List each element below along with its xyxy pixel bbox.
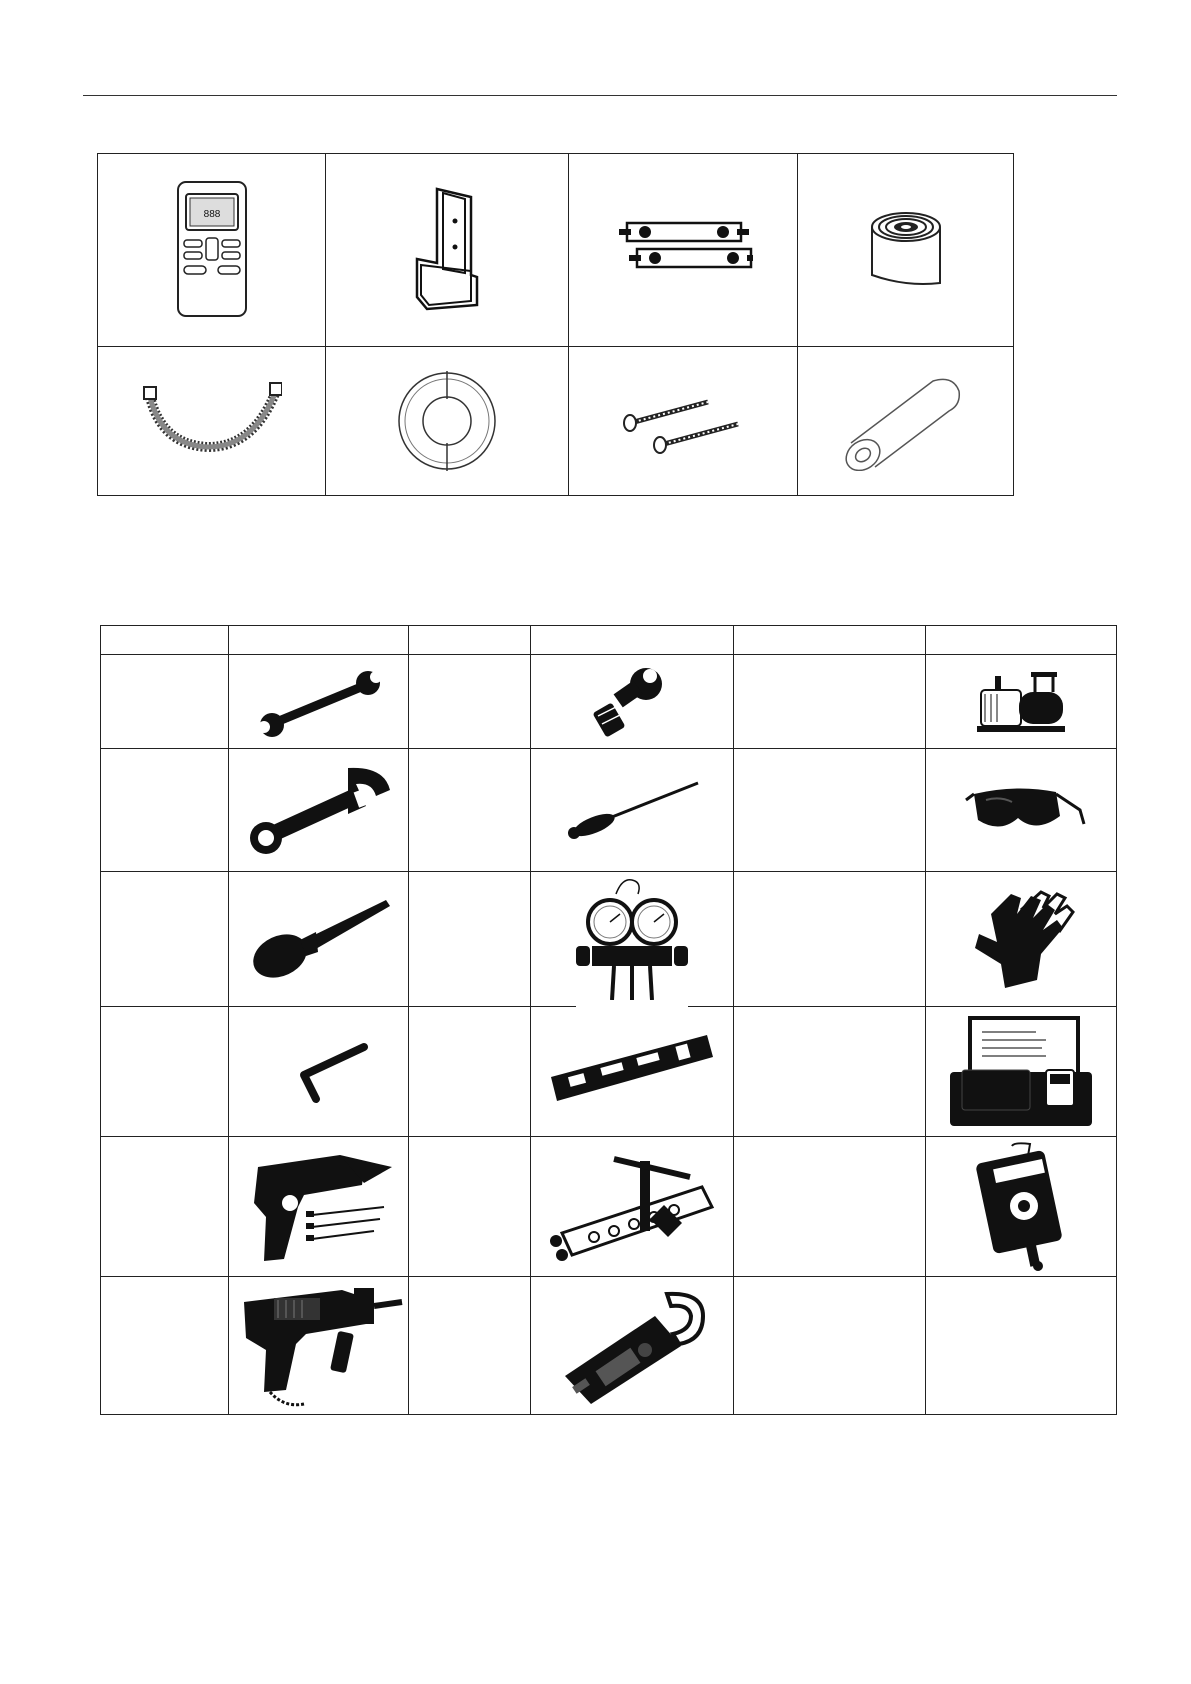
svg-text:888: 888 bbox=[203, 209, 220, 220]
tool-name-cell bbox=[101, 655, 229, 749]
tool-image-cell bbox=[926, 655, 1117, 749]
hammer-drill-icon bbox=[234, 1280, 404, 1412]
tools-table bbox=[100, 625, 1117, 1415]
tool-image-cell bbox=[229, 1007, 409, 1137]
accessories-row bbox=[98, 154, 1014, 347]
wrapping-tape-icon bbox=[866, 205, 946, 295]
adjustable-wrench-icon bbox=[244, 760, 394, 860]
tool-image-cell bbox=[229, 655, 409, 749]
pipe-cutter-icon bbox=[592, 662, 672, 742]
tools-header-cell bbox=[926, 626, 1117, 655]
tools-header-row bbox=[101, 626, 1117, 655]
tools-header-cell bbox=[409, 626, 531, 655]
tool-name-cell bbox=[101, 1137, 229, 1277]
accessory-cell bbox=[569, 154, 798, 347]
electric-drill-icon bbox=[244, 1147, 394, 1267]
accessories-row bbox=[98, 347, 1014, 496]
tool-image-cell bbox=[531, 1277, 734, 1415]
tool-name-cell bbox=[734, 655, 926, 749]
tool-image-cell bbox=[926, 1007, 1117, 1137]
tool-image-cell bbox=[531, 1007, 734, 1137]
tool-image-cell bbox=[926, 1137, 1117, 1277]
level-icon bbox=[547, 1027, 717, 1117]
tool-image-cell bbox=[926, 749, 1117, 872]
tool-image-cell bbox=[531, 655, 734, 749]
tool-name-cell bbox=[409, 1007, 531, 1137]
tool-image-cell bbox=[531, 872, 734, 1007]
accessory-cell bbox=[798, 154, 1014, 347]
tools-header-cell bbox=[734, 626, 926, 655]
tools-header-cell bbox=[531, 626, 734, 655]
remote-controller-icon bbox=[172, 180, 252, 320]
tool-name-cell bbox=[101, 1007, 229, 1137]
hex-key-icon bbox=[264, 1037, 374, 1107]
accessory-cell bbox=[326, 154, 569, 347]
phillips-screwdriver-icon bbox=[244, 894, 394, 984]
tool-name-cell bbox=[734, 1137, 926, 1277]
safety-goggles-icon bbox=[956, 780, 1086, 840]
torque-gauge-icon bbox=[966, 1142, 1076, 1272]
wall-hole-cover-icon bbox=[395, 369, 499, 473]
drain-hose-icon bbox=[142, 381, 282, 461]
tools-row bbox=[101, 872, 1117, 1007]
tools-header-cell bbox=[101, 626, 229, 655]
tool-name-cell bbox=[409, 655, 531, 749]
accessories-table bbox=[97, 153, 1014, 496]
gloves-icon bbox=[961, 884, 1081, 994]
tools-header-cell bbox=[229, 626, 409, 655]
accessory-cell bbox=[326, 347, 569, 496]
tools-row bbox=[101, 1277, 1117, 1415]
mounting-plates-icon bbox=[613, 215, 753, 285]
tool-name-cell bbox=[734, 1007, 926, 1137]
screwdriver-icon bbox=[562, 775, 702, 845]
tool-name-cell bbox=[734, 872, 926, 1007]
tool-image-cell bbox=[531, 1137, 734, 1277]
tool-name-cell bbox=[101, 749, 229, 872]
refrigerant-scale-icon bbox=[946, 1012, 1096, 1132]
accessory-cell bbox=[798, 347, 1014, 496]
accessory-cell bbox=[569, 347, 798, 496]
accessory-cell bbox=[98, 154, 326, 347]
tool-name-cell bbox=[734, 1277, 926, 1415]
tool-image-cell bbox=[229, 1277, 409, 1415]
manifold-gauge-icon bbox=[572, 874, 692, 1004]
accessory-cell bbox=[98, 347, 326, 496]
tool-image-cell bbox=[229, 872, 409, 1007]
tool-name-cell bbox=[409, 1277, 531, 1415]
tool-name-cell bbox=[409, 872, 531, 1007]
clamp-meter-icon bbox=[557, 1286, 707, 1406]
tool-name-cell bbox=[101, 1277, 229, 1415]
header-rule bbox=[83, 95, 1117, 96]
remote-holder-icon bbox=[407, 185, 487, 315]
tool-image-cell bbox=[229, 1137, 409, 1277]
tools-row bbox=[101, 655, 1117, 749]
insulation-sleeve-icon bbox=[841, 371, 971, 471]
open-end-wrench-icon bbox=[254, 667, 384, 737]
vacuum-pump-icon bbox=[971, 664, 1071, 740]
tools-row bbox=[101, 1007, 1117, 1137]
flaring-tool-icon bbox=[542, 1147, 722, 1267]
tool-image-cell bbox=[531, 749, 734, 872]
tools-row bbox=[101, 1137, 1117, 1277]
tool-name-cell bbox=[409, 1137, 531, 1277]
tool-image-cell bbox=[926, 872, 1117, 1007]
tool-name-cell bbox=[101, 872, 229, 1007]
tool-name-cell bbox=[409, 749, 531, 872]
tool-name-cell bbox=[926, 1277, 1117, 1415]
tools-row bbox=[101, 749, 1117, 872]
tool-image-cell bbox=[229, 749, 409, 872]
tool-name-cell bbox=[734, 749, 926, 872]
screws-icon bbox=[618, 386, 748, 456]
